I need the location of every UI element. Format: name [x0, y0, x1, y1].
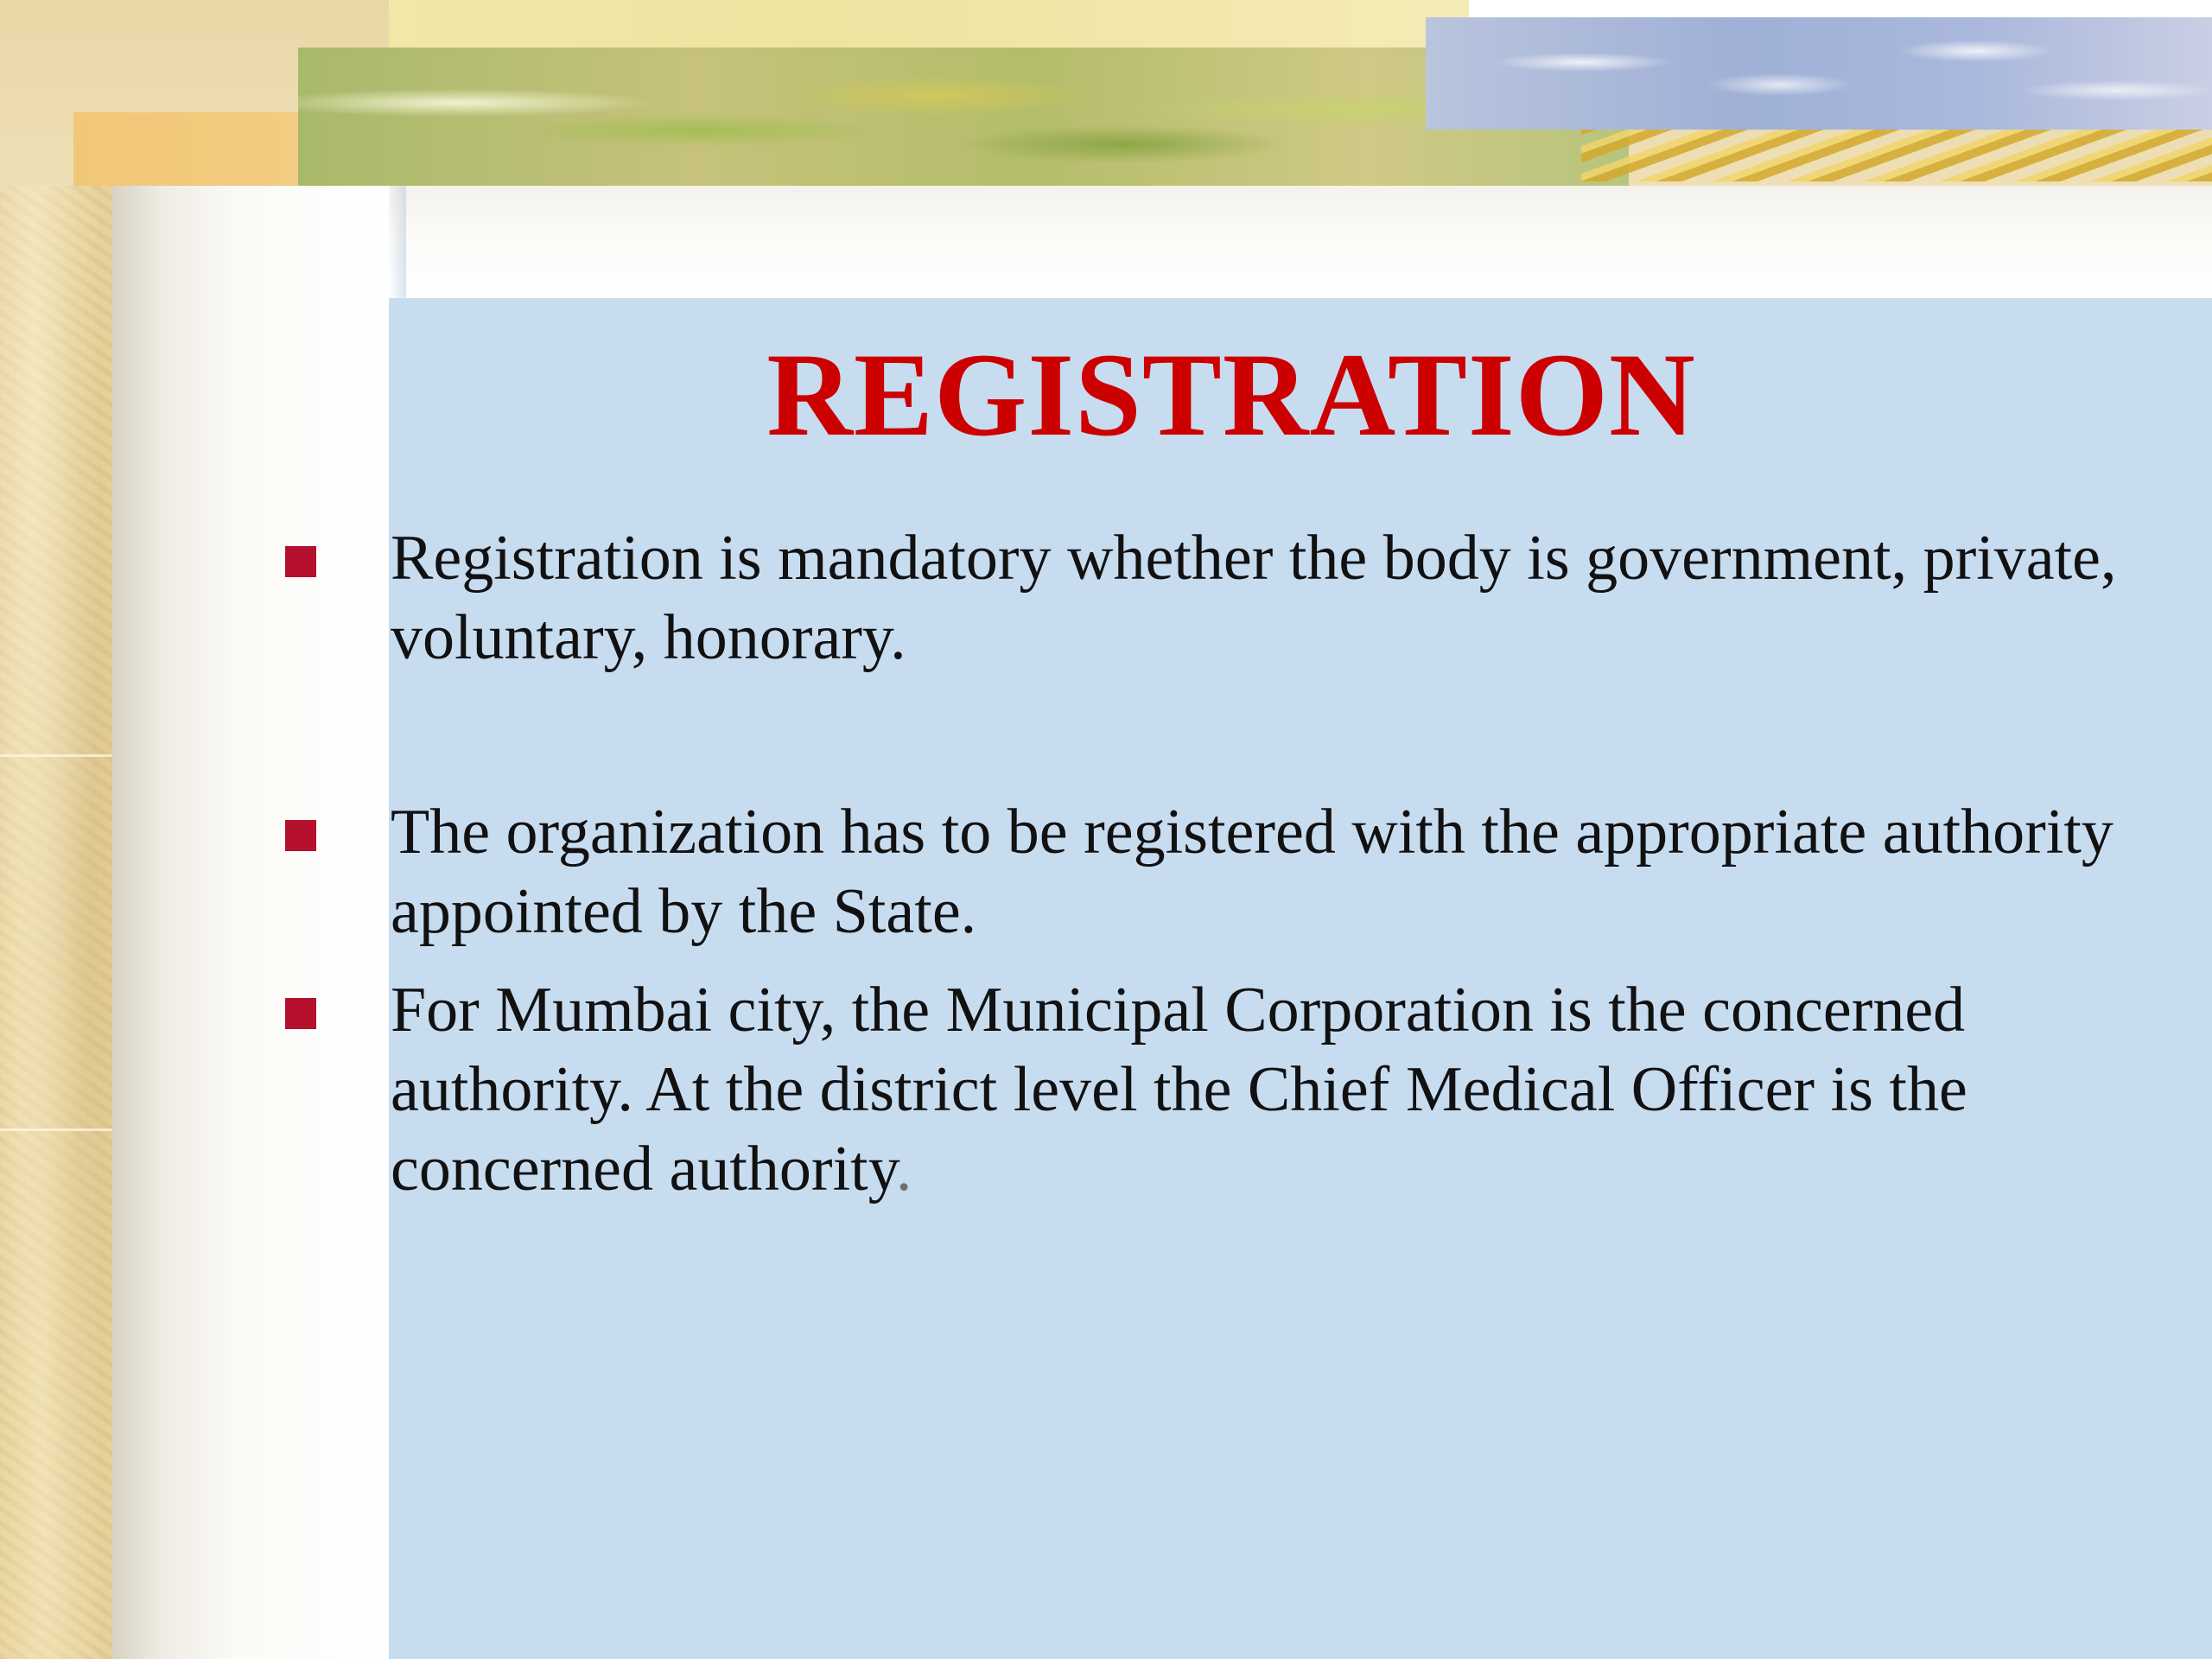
bullet-item — [391, 970, 2171, 1209]
bullet-item-text: For Mumbai city, the Municipal Corporation is the concerned authority. At the district level the Chief Medical Officer is the concerned authority — [391, 975, 1967, 1205]
parchment-seam — [0, 1128, 112, 1131]
bullet-item-period: . — [895, 1134, 912, 1205]
banner-wheat-sprig — [1581, 130, 2212, 181]
bullet-item: The organization has to be registered with the appropriate authority appointed by the State. — [391, 797, 2113, 947]
square-bullet-icon — [285, 998, 316, 1029]
banner-white-edge — [1469, 0, 2212, 17]
parchment-seam — [0, 754, 112, 757]
banner-yellow-strip — [389, 0, 1478, 48]
left-white-column — [112, 186, 389, 1659]
leaf-collage-banner — [0, 0, 2212, 186]
parchment-border — [0, 0, 112, 1659]
square-bullet-icon — [285, 546, 316, 577]
bullet-item: Registration is mandatory whether the body is government, private, voluntary, honorary. — [391, 523, 2117, 673]
content-panel-edge — [389, 186, 406, 298]
banner-blue-flowers — [1426, 17, 2212, 130]
square-bullet-icon — [285, 820, 316, 851]
slide-title: REGISTRATION — [766, 328, 1696, 461]
header-shadow-area — [112, 173, 2212, 298]
